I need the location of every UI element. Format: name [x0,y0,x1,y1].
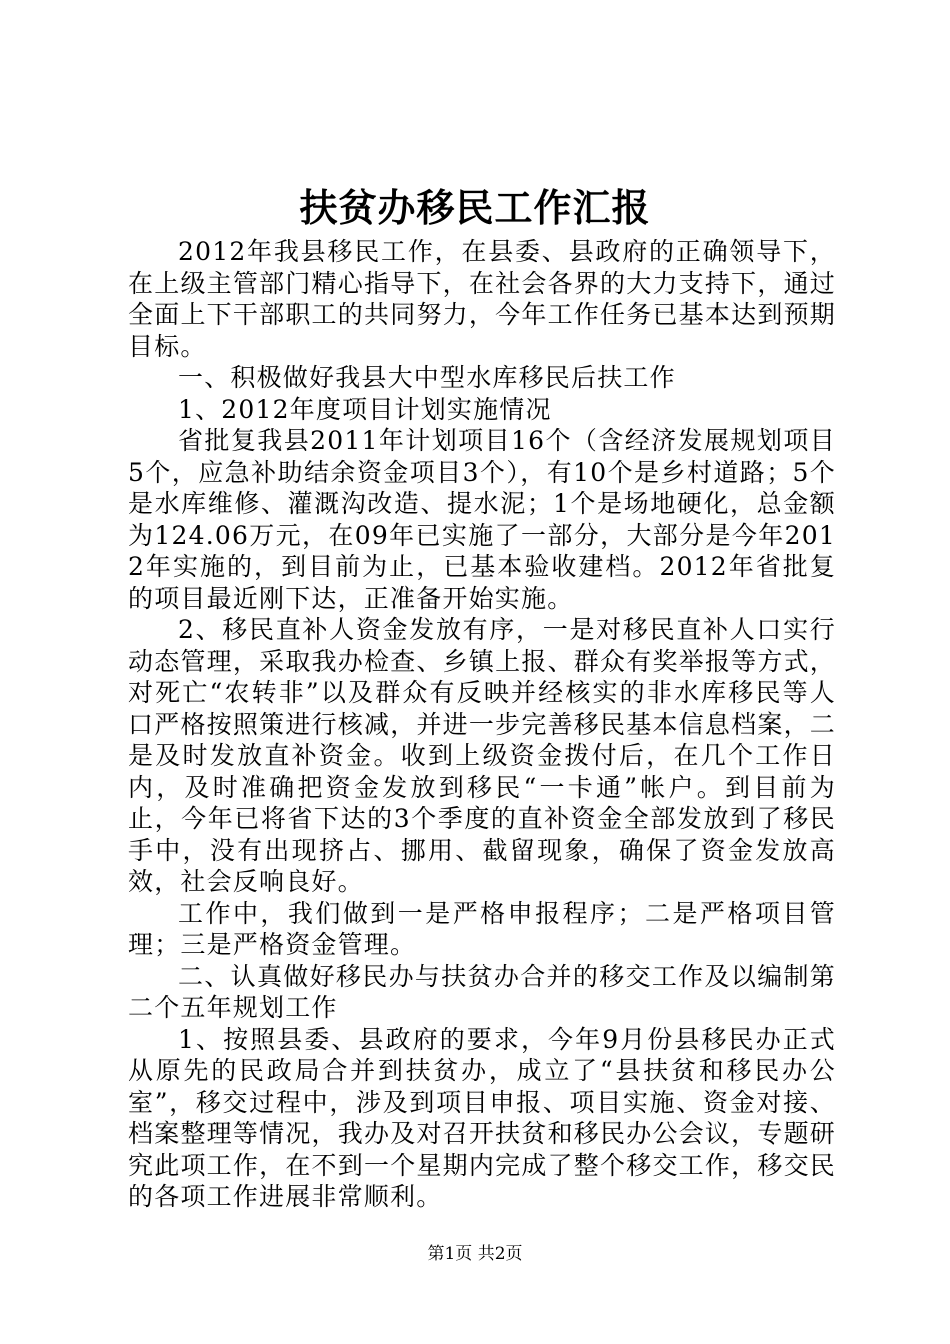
subsection-heading-1-1: 1、2012年度项目计划实施情况 [178,394,552,424]
paragraph-merger-handover: 1、按照县委、县政府的要求，今年9月份县移民办正式从原先的民政局合并到扶贫办，成立了“县扶贫和移民办公室”，移交过程中，涉及到项目申报、项目实施、资金对接、档案整理等情况，我办及对召开扶贫和移民办公会议，专题研究此项工作，在不到一个星期内完成了整个移交工作，移交民的各项工作进展非常顺利。 [128,1024,836,1211]
paragraph-work-principles: 工作中，我们做到一是严格申报程序；二是严格项目管理；三是严格资金管理。 [128,898,836,959]
document-body [128,236,836,1213]
paragraph-intro: 2012年我县移民工作，在县委、县政府的正确领导下，在上级主管部门精心指导下，在社会各界的大力支持下，通过全面上下干部职工的共同努力，今年工作任务已基本达到预期目标。 [128,237,836,361]
section-heading-2: 二、认真做好移民办与扶贫办合并的移交工作及以编制第二个五年规划工作 [128,961,836,1022]
paragraph-project-plan: 省批复我县2011年计划项目16个（含经济发展规划项目5个，应急补助结余资金项目3个），有10个是乡村道路；5个是水库维修、灌溉沟改造、提水泥；1个是场地硬化，总金额为124.06万元，在09年已实施了一部分，大部分是今年2012年实施的，到目前为止，已基本验收建档。2012年省批复的项目最近刚下达，正准备开始实施。 [128,426,836,613]
paragraph-subsidy-distribution: 2、移民直补人资金发放有序，一是对移民直补人口实行动态管理，采取我办检查、乡镇上报、群众有奖举报等方式，对死亡“农转非”以及群众有反映并经核实的非水库移民等人口严格按照策进行核减，并进一步完善移民基本信息档案，二是及时发放直补资金。收到上级资金拨付后，在几个工作日内，及时准确把资金发放到移民“一卡通”帐户。到目前为止，今年已将省下达的3个季度的直补资金全部发放到了移民手中，没有出现挤占、挪用、截留现象，确保了资金发放高效，社会反响良好。 [128,615,836,896]
document-title: 扶贫办移民工作汇报 [299,185,651,230]
section-heading-1: 一、积极做好我县大中型水库移民后扶工作 [178,363,676,392]
page-footer: 第1页 共2页 [427,1244,523,1264]
